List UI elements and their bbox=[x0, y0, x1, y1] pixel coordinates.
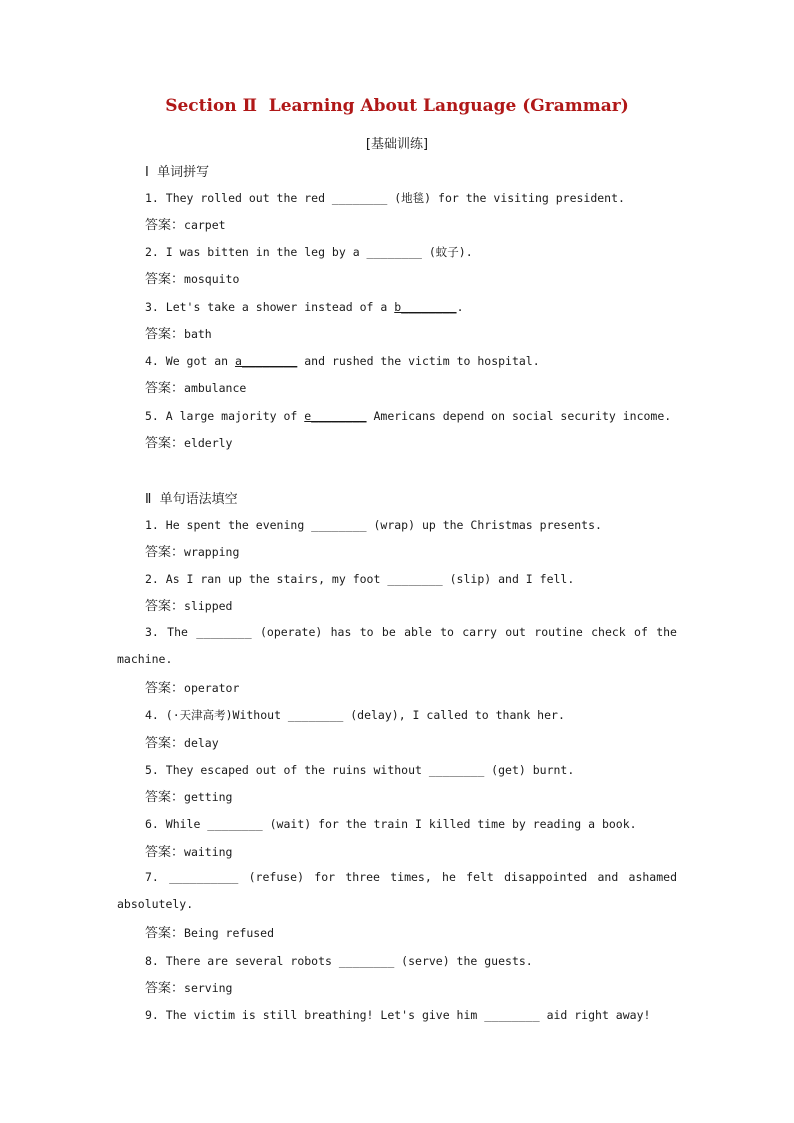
answer-label: 答案： bbox=[145, 545, 185, 560]
answer-value: mosquito bbox=[184, 272, 240, 286]
answer-value: serving bbox=[184, 981, 233, 995]
question-text: 4. We got an bbox=[145, 354, 236, 368]
answer-label: 答案： bbox=[145, 272, 185, 287]
question-2-7: 7. __________ (refuse) for three times, he felt disappointed and ashamed absolutely. bbox=[117, 870, 677, 911]
question-2-2: 2. As I ran up the stairs, my foot ________ (slip) and I fell. bbox=[145, 572, 575, 586]
blank-hint: b________ bbox=[394, 300, 457, 314]
answer-label: 答案： bbox=[145, 218, 185, 233]
answer-1-2 bbox=[145, 271, 239, 288]
answer-value: bath bbox=[184, 327, 212, 341]
question-text: Americans depend on social security income. bbox=[366, 409, 672, 423]
question-2-4: 4. (·天津高考)Without ________ (delay), I called to thank her. bbox=[145, 708, 565, 722]
answer-value: getting bbox=[184, 790, 233, 804]
answer-value: delay bbox=[184, 736, 219, 750]
answer-label: 答案： bbox=[145, 736, 185, 751]
answer-value: operator bbox=[184, 681, 240, 695]
question-2-3: 3. The ________ (operate) has to be able to carry out routine check of the machine. bbox=[117, 625, 677, 666]
answer-label: 答案： bbox=[145, 327, 185, 342]
blank-hint: a________ bbox=[235, 354, 298, 368]
answer-2-5 bbox=[145, 789, 232, 806]
answer-label: 答案： bbox=[145, 599, 185, 614]
answer-2-7 bbox=[145, 925, 274, 942]
question-text: . bbox=[456, 300, 464, 314]
answer-label: 答案： bbox=[145, 436, 185, 451]
question-1-3 bbox=[145, 299, 464, 315]
question-2-1: 1. He spent the evening ________ (wrap) up the Christmas presents. bbox=[145, 518, 602, 532]
page-title: Section Ⅱ Learning About Language (Grammar) bbox=[165, 96, 629, 116]
answer-label: 答案： bbox=[145, 845, 185, 860]
answer-label: 答案： bbox=[145, 681, 185, 696]
answer-label: 答案： bbox=[145, 981, 185, 996]
answer-2-3 bbox=[145, 680, 239, 697]
question-text: 3. Let's take a shower instead of a bbox=[145, 300, 395, 314]
answer-label: 答案： bbox=[145, 926, 185, 941]
question-text: 5. A large majority of bbox=[145, 409, 305, 423]
answer-2-4 bbox=[145, 735, 219, 752]
question-text: and rushed the victim to hospital. bbox=[297, 354, 540, 368]
answer-value: slipped bbox=[184, 599, 233, 613]
answer-1-5 bbox=[145, 435, 232, 452]
page-subtitle: [基础训练] bbox=[365, 137, 429, 152]
answer-1-1 bbox=[145, 217, 226, 234]
answer-2-8 bbox=[145, 980, 232, 997]
answer-label: 答案： bbox=[145, 790, 185, 805]
answer-2-1 bbox=[145, 544, 239, 561]
question-1-4 bbox=[145, 353, 540, 369]
answer-label: 答案： bbox=[145, 381, 185, 396]
question-2-5: 5. They escaped out of the ruins without ________ (get) burnt. bbox=[145, 763, 575, 777]
question-1-2: 2. I was bitten in the leg by a ________ (蚊子). bbox=[145, 245, 473, 259]
answer-value: wrapping bbox=[184, 545, 240, 559]
answer-value: Being refused bbox=[184, 926, 275, 940]
question-2-8: 8. There are several robots ________ (serve) the guests. bbox=[145, 954, 533, 968]
answer-2-2 bbox=[145, 598, 232, 615]
question-2-6: 6. While ________ (wait) for the train I killed time by reading a book. bbox=[145, 817, 637, 831]
section-heading-2: Ⅱ 单句语法填空 bbox=[145, 492, 238, 507]
answer-value: elderly bbox=[184, 436, 233, 450]
question-1-1: 1. They rolled out the red ________ (地毯) for the visiting president. bbox=[145, 191, 625, 205]
question-1-5 bbox=[145, 408, 671, 424]
answer-2-6 bbox=[145, 844, 232, 861]
section-heading-1: Ⅰ 单词拼写 bbox=[145, 165, 210, 180]
question-2-9: 9. The victim is still breathing! Let's give him ________ aid right away! bbox=[145, 1008, 651, 1022]
answer-1-4 bbox=[145, 380, 246, 397]
blank-hint: e________ bbox=[304, 409, 367, 423]
answer-value: carpet bbox=[184, 218, 226, 232]
answer-1-3 bbox=[145, 326, 212, 343]
answer-value: ambulance bbox=[184, 381, 247, 395]
answer-value: waiting bbox=[184, 845, 233, 859]
